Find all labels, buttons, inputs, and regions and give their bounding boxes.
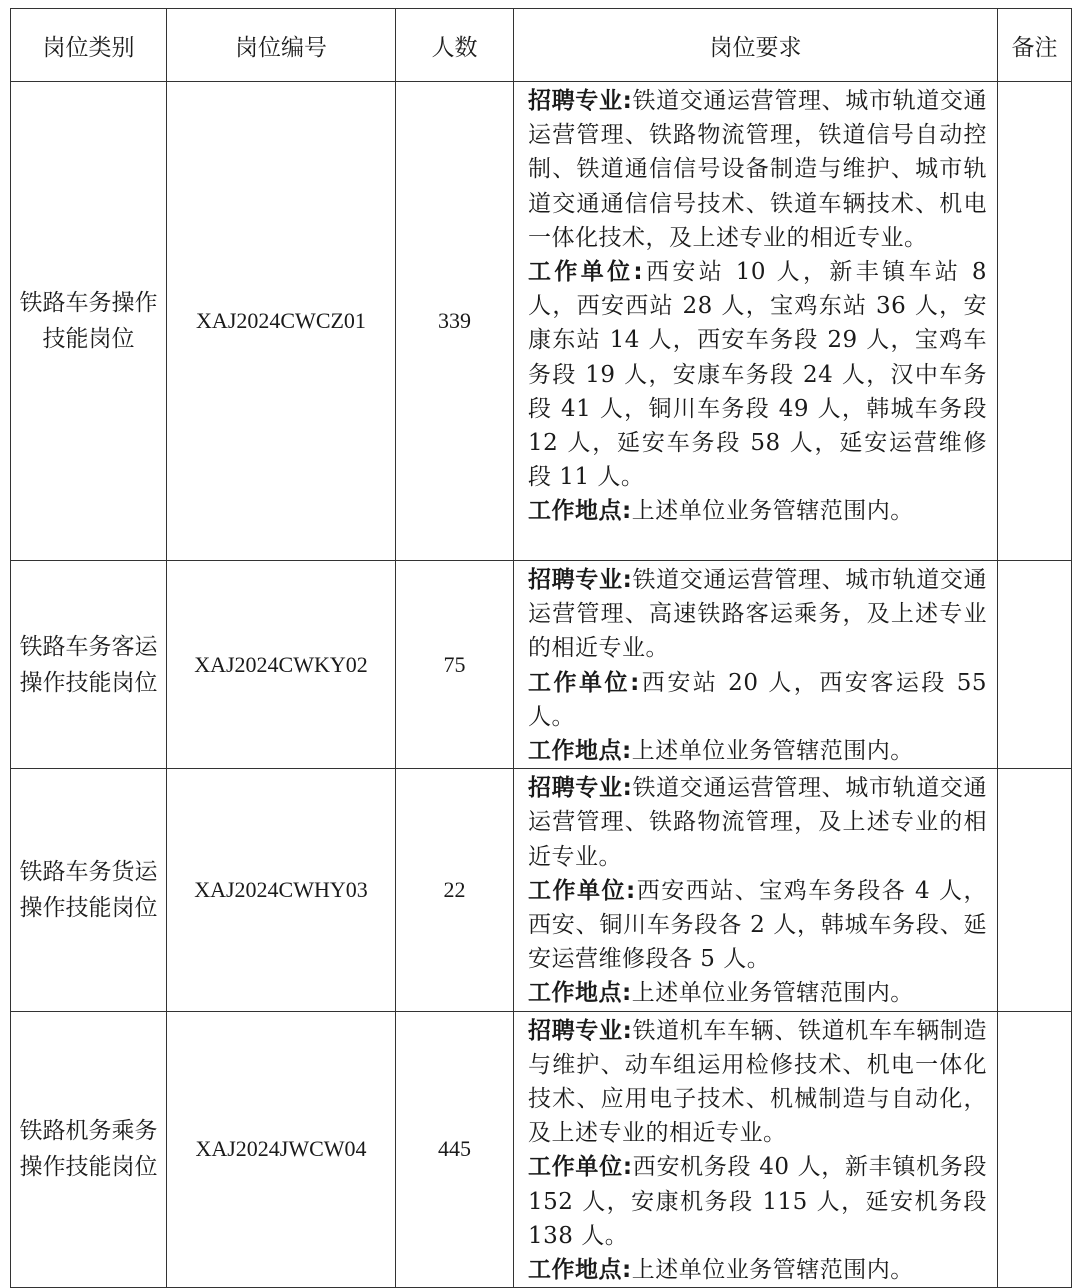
- major-label: 招聘专业:: [528, 567, 633, 593]
- position-requirements: [514, 1011, 998, 1288]
- table-row: [11, 82, 1072, 561]
- header-remarks: 备注: [998, 9, 1072, 82]
- unit-text: 西安西站、宝鸡车务段各 4 人，西安、铜川车务段各 2 人，韩城车务段、延安运营维修段各 5 人。: [528, 877, 987, 973]
- major-label: 招聘专业:: [528, 775, 633, 802]
- position-count: 22: [396, 769, 514, 1011]
- location-label: 工作地点:: [528, 980, 632, 1007]
- location-text: 上述单位业务管辖范围内。: [631, 1257, 914, 1284]
- position-count: 339: [396, 82, 514, 561]
- table-row: [11, 1011, 1072, 1288]
- header-requirements: 岗位要求: [514, 9, 998, 82]
- position-category: 铁路车务货运操作技能岗位: [11, 769, 167, 1011]
- unit-label: 工作单位:: [528, 259, 644, 286]
- remarks-cell: [998, 769, 1072, 1011]
- location-label: 工作地点:: [528, 738, 632, 765]
- header-category: 岗位类别: [11, 9, 167, 82]
- position-count: 75: [396, 561, 514, 769]
- location-text: 上述单位业务管辖范围内。: [631, 498, 914, 525]
- major-text: 铁道机车车辆、铁道机车车辆制造与维护、动车组运用检修技术、机电一体化技术、应用电子技术、机械制造与自动化，及上述专业的相近专业。: [528, 1017, 988, 1147]
- unit-label: 工作单位:: [528, 669, 640, 696]
- major-text: 铁道交通运营管理、城市轨道交通运营管理、铁路物流管理，铁道信号自动控制、铁道通信信号设备制造与维护、城市轨道交通通信信号技术、铁道车辆技术、机电一体化技术，及上述专业的相近专业。: [528, 88, 988, 251]
- header-count: 人数: [396, 9, 514, 82]
- position-code: XAJ2024CWHY03: [167, 769, 396, 1011]
- recruitment-table: [10, 8, 1072, 1288]
- unit-text: 西安机务段 40 人，新丰镇机务段 152 人，安康机务段 115 人，延安机务段 138 人。: [528, 1154, 988, 1249]
- location-text: 上述单位业务管辖范围内。: [631, 738, 914, 765]
- remarks-cell: [998, 82, 1072, 561]
- table-header-row: [11, 9, 1072, 82]
- unit-label: 工作单位:: [528, 877, 636, 904]
- header-code: 岗位编号: [167, 9, 396, 82]
- position-category: 铁路车务操作技能岗位: [11, 82, 167, 561]
- major-label: 招聘专业:: [528, 1017, 633, 1044]
- major-text: 铁道交通运营管理、城市轨道交通运营管理、高速铁路客运乘务，及上述专业的相近专业。: [528, 567, 988, 662]
- major-text: 铁道交通运营管理、城市轨道交通运营管理、铁路物流管理，及上述专业的相近专业。: [528, 775, 988, 870]
- position-requirements: [514, 82, 998, 561]
- unit-label: 工作单位:: [528, 1154, 633, 1181]
- location-text: 上述单位业务管辖范围内。: [631, 980, 914, 1007]
- major-label: 招聘专业:: [528, 88, 633, 114]
- unit-text: 西安站 10 人，新丰镇车站 8 人，西安西站 28 人，宝鸡东站 36 人，安康东站 14 人，西安车务段 29 人，宝鸡车务段 19 人，安康车务段 24 人，汉中车务段 41 人，铜川车务段 49 人，韩城车务段 12 人，延安车务段 58 人，延安运营维修段 11 人。: [528, 259, 987, 491]
- position-requirements: [514, 769, 998, 1011]
- position-code: XAJ2024JWCW04: [167, 1011, 396, 1288]
- location-label: 工作地点:: [528, 498, 632, 525]
- table-row: [11, 561, 1072, 769]
- position-code: XAJ2024CWCZ01: [167, 82, 396, 561]
- table-row: [11, 769, 1072, 1011]
- position-code: XAJ2024CWKY02: [167, 561, 396, 769]
- position-requirements: [514, 561, 998, 769]
- position-count: 445: [396, 1011, 514, 1288]
- unit-text: 西安站 20 人，西安客运段 55 人。: [528, 669, 988, 730]
- remarks-cell: [998, 561, 1072, 769]
- position-category: 铁路机务乘务操作技能岗位: [11, 1011, 167, 1288]
- location-label: 工作地点:: [528, 1257, 632, 1284]
- position-category: 铁路车务客运操作技能岗位: [11, 561, 167, 769]
- remarks-cell: [998, 1011, 1072, 1288]
